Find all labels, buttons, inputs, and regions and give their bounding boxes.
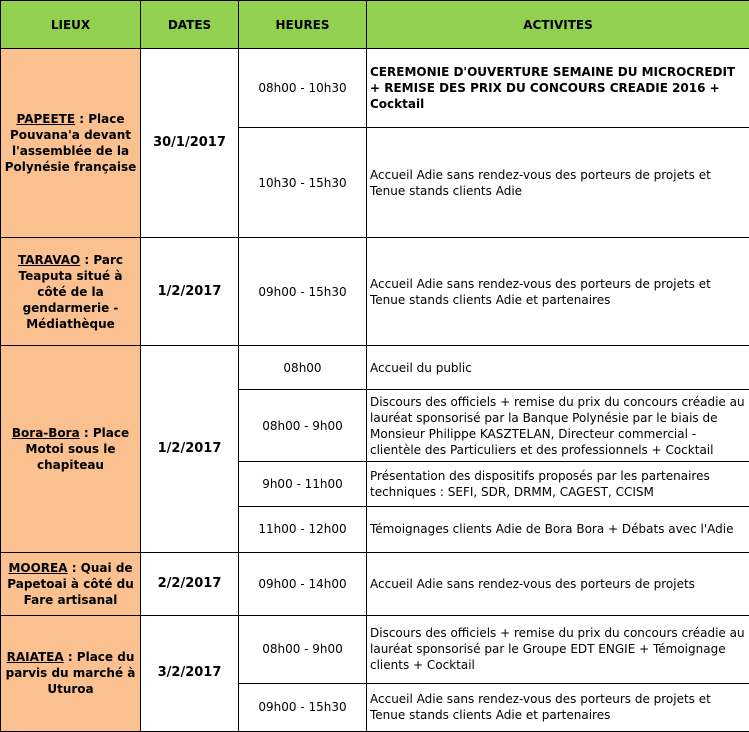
activity-cell: Accueil Adie sans rendez-vous des porteurs de projets et Tenue stands clients Adie et partenaires: [367, 238, 749, 346]
location-cell: [1, 615, 141, 731]
location-place: : Parc Teaputa situé à côté de la gendarmerie - Médiathèque: [18, 252, 123, 331]
location-cell: [1, 346, 141, 552]
activity-cell: Discours des officiels + remise du prix du concours créadie au lauréat sponsorisé par la Banque Polynésie par le biais de Monsieur Philippe KASZTELAN, Directeur commercial - clientèle des Particuliers et des professionnels + Cocktail: [367, 390, 749, 461]
header-activites: ACTIVITES: [367, 1, 749, 49]
time-cell: 08h00 - 9h00: [239, 390, 367, 461]
table-row: [1, 615, 749, 683]
location-city: PAPEETE: [16, 112, 76, 127]
activity-cell: Accueil Adie sans rendez-vous des porteurs de projets et Tenue stands clients Adie et partenaires: [367, 683, 749, 731]
header-heures: HEURES: [239, 1, 367, 49]
time-cell: 9h00 - 11h00: [239, 461, 367, 506]
date-cell: 3/2/2017: [141, 615, 239, 731]
location-city: Bora-Bora: [11, 426, 80, 441]
header-dates: DATES: [141, 1, 239, 49]
location-city: MOOREA: [8, 560, 68, 575]
location-cell: [1, 238, 141, 346]
time-cell: 08h00 - 10h30: [239, 49, 367, 128]
location-place: : Place du parvis du marché à Uturoa: [5, 650, 136, 697]
date-cell: 30/1/2017: [141, 49, 239, 238]
time-cell: 09h00 - 14h00: [239, 552, 367, 615]
time-cell: 09h00 - 15h30: [239, 238, 367, 346]
table-row: [1, 346, 749, 390]
activity-cell: CEREMONIE D'OUVERTURE SEMAINE DU MICROCREDIT + REMISE DES PRIX DU CONCOURS CREADIE 2016 + Cocktail: [367, 49, 749, 128]
header-row: [1, 1, 749, 49]
activity-cell: Témoignages clients Adie de Bora Bora + Débats avec l'Adie: [367, 506, 749, 552]
activity-cell: Accueil Adie sans rendez-vous des porteurs de projets: [367, 552, 749, 615]
location-cell: [1, 49, 141, 238]
location-place: : Quai de Papetoai à côté du Fare artisanal: [7, 560, 134, 607]
activity-cell: Discours des officiels + remise du prix du concours créadie au lauréat sponsorisé par le Groupe EDT ENGIE + Témoignage clients + Cocktail: [367, 615, 749, 683]
table-row: [1, 238, 749, 346]
location-place: : Place Pouvana'a devant l'assemblée de la Polynésie française: [4, 112, 137, 175]
date-cell: 1/2/2017: [141, 346, 239, 552]
time-cell: 08h00 - 9h00: [239, 615, 367, 683]
header-lieux: LIEUX: [1, 1, 141, 49]
location-place: : Place Motoi sous le chapiteau: [25, 426, 130, 473]
activity-cell: Présentation des dispositifs proposés par les partenaires techniques : SEFI, SDR, DRMM, CAGEST, CCISM: [367, 461, 749, 506]
time-cell: 09h00 - 15h30: [239, 683, 367, 731]
time-cell: 10h30 - 15h30: [239, 128, 367, 238]
activity-cell: Accueil du public: [367, 346, 749, 390]
time-cell: 08h00: [239, 346, 367, 390]
location-cell: [1, 552, 141, 615]
location-city: RAIATEA: [6, 650, 64, 665]
activity-cell: Accueil Adie sans rendez-vous des porteurs de projets et Tenue stands clients Adie: [367, 128, 749, 238]
date-cell: 1/2/2017: [141, 238, 239, 346]
time-cell: 11h00 - 12h00: [239, 506, 367, 552]
table-row: [1, 49, 749, 128]
location-city: TARAVAO: [18, 252, 81, 267]
table-row: [1, 552, 749, 615]
date-cell: 2/2/2017: [141, 552, 239, 615]
